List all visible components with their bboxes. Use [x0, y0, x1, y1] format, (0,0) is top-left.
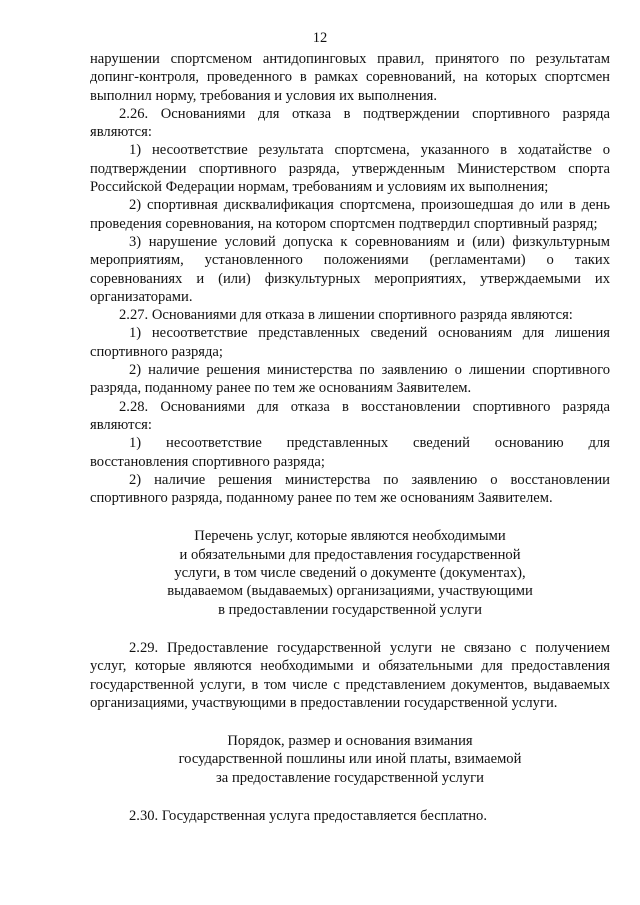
page-number: 12 [312, 30, 328, 46]
paragraph-continuation: нарушении спортсменом антидопинговых правил, принятого по результатам допинг-контроля, проведенного в рамках соревнований, на которых спортсмен выполнил норму, требования и условия их выполнения. [90, 51, 610, 104]
document-body [90, 50, 610, 825]
section-2-28-item-1-tail: восстановления спортивного разряда; [90, 453, 325, 470]
word: для [588, 435, 610, 452]
word: 1) [129, 435, 142, 452]
heading-line: Порядок, размер и основания взимания [227, 733, 473, 750]
heading-line: услуги, в том числе сведений о документе (документах), [174, 565, 526, 582]
section-2-27-item-2: 2) наличие решения министерства по заявлению о лишении спортивного разряда, поданному ранее по тем же основаниям Заявителем. [90, 362, 610, 397]
heading-line: в предоставлении государственной услуги [218, 601, 482, 618]
section-2-28-heading: 2.28. Основаниями для отказа в восстановлении спортивного разряда являются: [90, 398, 610, 433]
section-2-28-item-1-line [90, 434, 610, 452]
section-2-29: 2.29. Предоставление государственной услуги не связано с получением услуг, которые являются необходимыми и обязательными для предоставления государственной услуги, в том числе с представлением документов, выдаваемых организациями, участвующими в предоставлении государственной услуги. [90, 639, 610, 711]
word: несоответствие [166, 435, 262, 452]
heading-line: государственной пошлины или иной платы, взимаемой [178, 751, 522, 768]
section-2-27-heading: 2.27. Основаниями для отказа в лишении спортивного разряда являются: [119, 307, 573, 324]
heading-services-list [90, 527, 610, 618]
section-2-26-item-1: 1) несоответствие результата спортсмена, указанного в ходатайстве о подтверждении спортивного разряда, утвержденным Министерством спорта Российской Федерации нормам, требованиям и условиям их выполнения; [90, 142, 610, 196]
word: сведений [413, 435, 470, 452]
heading-line: Перечень услуг, которые являются необходимыми [194, 528, 506, 545]
section-2-26-heading: 2.26. Основаниями для отказа в подтверждении спортивного разряда являются: [90, 105, 610, 141]
section-2-27-item-1: 1) несоответствие представленных сведений основаниям для лишения спортивного разряда; [90, 325, 610, 360]
heading-line: за предоставление государственной услуги [216, 769, 484, 786]
heading-line: и обязательными для предоставления государственной [179, 546, 521, 563]
heading-line: выдаваемом (выдаваемых) организациями, участвующими [167, 583, 533, 600]
word: представленных [286, 435, 389, 452]
section-2-28-item-2: 2) наличие решения министерства по заявлению о восстановлении спортивного разряда, поданному ранее по тем же основаниям Заявителем. [90, 471, 610, 507]
heading-fee [90, 732, 610, 787]
word: основанию [494, 435, 564, 452]
section-2-30: 2.30. Государственная услуга предоставляется бесплатно. [129, 807, 488, 824]
section-2-26-item-3: 3) нарушение условий допуска к соревнованиям и (или) физкультурным мероприятиям, установленного положениями (регламентами) о таких соревнованиях и (или) физкультурных мероприятиях, утверждаемыми их организаторами. [90, 233, 610, 305]
section-2-26-item-2: 2) спортивная дисквалификация спортсмена, произошедшая до или в день проведения соревнования, на котором спортсмен подтвердил спортивный разряд; [90, 197, 610, 232]
